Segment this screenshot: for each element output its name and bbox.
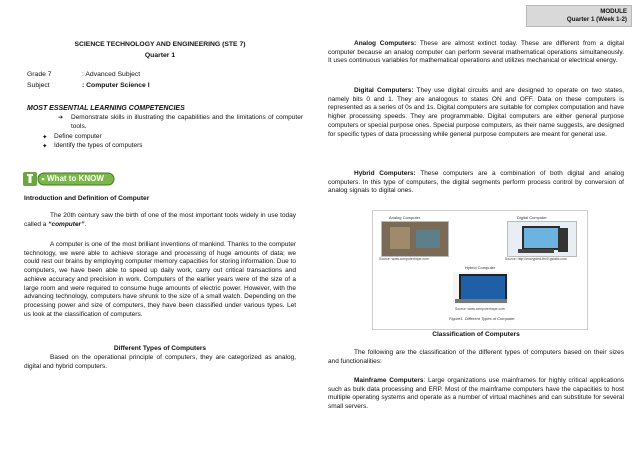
analog-text: These are almost extinct today. These are different from a digital computer because an analog computer can perform several mathematical operations simultaneously. It uses continuous variables for mathematical operations and utilizes mechanical or electrical energy. [328,40,625,65]
computer-types-figure [372,210,588,330]
subject-value: : Computer Science I [82,82,150,89]
mainframe-label: Mainframe Computers [354,377,424,384]
melc-item-3: Identify the types of computers [54,142,143,149]
analog-computer-image [381,221,449,257]
intro-heading: Introduction and Definition of Computer [24,195,150,202]
what-to-know-banner [23,171,115,187]
arrow-bullet-icon: ➔ [58,115,64,121]
melc-item-1: Demonstrate skills in illustrating the capabilities and the limitations of computer tools. [71,114,303,130]
melc-item-2: Define computer [54,133,102,140]
hybrid-computer-title: Hybrid Computer [465,265,496,270]
badge-line2: Quarter 1 (Week 1-2) [566,16,627,23]
quarter-heading: Quarter 1 [144,52,176,59]
hybrid-text: These computers are a combination of both digital and analog computers. In this type of computers, the digital segments perform process control by conversion of analog signals to digital ones. [328,170,624,195]
mainframe-paragraph [328,377,624,412]
mainframe-text: : Large organizations use mainframes for highly critical applications such as bulk data processing and ERP. Most of the mainframe computers have the capacities to host multiple operating systems and operate as a number of virtual machines and can substitute for several small servers. [328,377,625,411]
analog-paragraph [328,40,624,66]
digital-computer-image [507,221,577,257]
classification-heading: Classification of Computers [432,331,520,338]
analog-computer-title: Analog Computer [389,215,421,220]
intro-text: The 20th century saw the birth of one of the most important tools widely in use today called a [24,212,296,228]
digital-computer-title: Digital Computer [517,215,547,220]
types-heading: Different Types of Computers [113,345,207,352]
document-title: SCIENCE TECHNOLOGY AND ENGINEERING (STE 7) [74,41,246,48]
digital-paragraph [328,87,624,139]
hybrid-computer-image [453,272,509,304]
digital-label: Digital Computers: [354,87,414,94]
hybrid-paragraph [328,170,624,196]
banner-text: What to KNOW [47,174,104,183]
computer-paragraph: A computer is one of the most brilliant inventions of mankind. Thanks to the computer technology, we were able to achieve storage and processing of huge amounts of data; we could rest our brains by employing computer memory capacities for storing information. Due to computers, we have been able to speed up daily work, carry out critical transactions and achieve accuracy and precision in work. Computers of the earlier years were of the size of a large room and were required to consume huge amounts of electric power. However, with the advancing technology, computers have shrunk to the size of a small watch. Depending on the processing power and size of computers, they have been classified under various types. Let us look at the classification of computers. [24,241,296,318]
analog-source: Source: www.computerhope.com [379,257,429,261]
hybrid-label: Hybrid Computers: [354,170,416,177]
badge-line1: MODULE [600,8,627,15]
digital-text: They use digital circuits and are designed to operate on two states, namely bits 0 and 1. They are analogous to states ON and OFF. Data on these computers is represented as a series of 0s and 1s. Digital computers are suitable for complex computation and have higher processing speeds. They are programmable. Digital computers are either general purpose computers or special purpose ones. Special purpose computers, as their name suggests, are designed for specific types of data processing while general purpose computers are meant for general use. [328,87,624,138]
figure-caption: Figure1. Different Types of Computer [449,316,515,321]
grade-value: : Advanced Subject [82,71,141,78]
intro-end: . [84,220,87,228]
melc-heading: MOST ESSENTIAL LEARNING COMPETENCIES [27,105,185,112]
star-bullet-icon: ✦ [42,134,48,141]
types-paragraph: Based on the operational principle of computers, they are categorized as analog, digital and hybrid computers. [24,354,296,370]
hybrid-source: Source: www.computerhope.com [455,307,505,311]
module-badge [526,5,632,27]
intro-paragraph [24,212,296,229]
subject-label: Subject [27,82,50,89]
grade-label: Grade 7 [27,71,52,78]
classification-paragraph: The following are the classification of the different types of computers based on their sizes and functionalities: [328,349,624,365]
star-bullet-icon: ✦ [42,143,48,150]
digital-source: Source: http://encrypted-tbn0.gstatic.com [505,257,567,261]
analog-label: Analog Computers: [354,40,417,47]
computer-term: “computer” [48,220,85,228]
